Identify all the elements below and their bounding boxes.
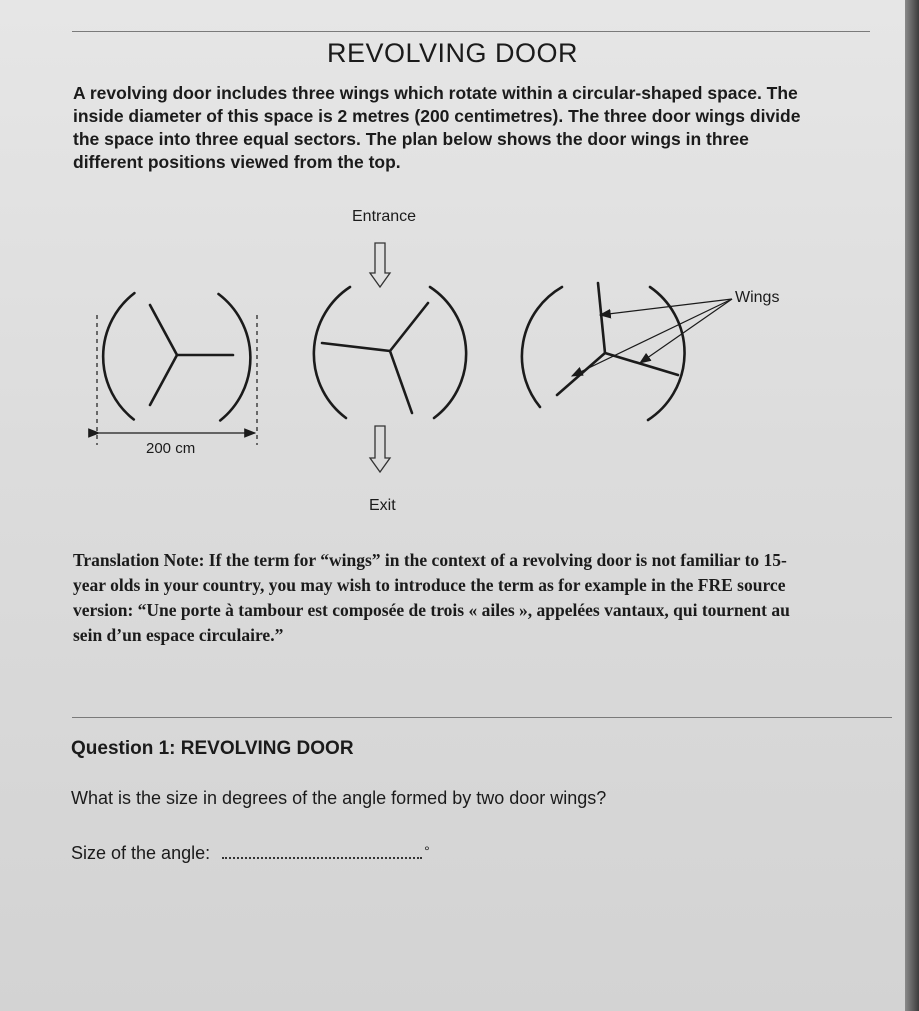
revolving-door-figure	[0, 195, 905, 525]
diameter-dimension	[97, 315, 257, 445]
door-plan-3	[522, 283, 685, 420]
exit-arrow	[370, 426, 390, 472]
page-edge-shadow	[905, 0, 919, 1011]
entrance-arrow	[370, 243, 390, 287]
answer-label: Size of the angle:	[71, 843, 211, 863]
exit-label: Exit	[369, 497, 396, 514]
page-title: REVOLVING DOOR	[326, 38, 579, 68]
door-plan-2	[314, 287, 466, 418]
top-divider	[72, 31, 870, 32]
section-divider	[72, 717, 892, 718]
wings-label: Wings	[735, 289, 780, 306]
degree-symbol: °	[424, 843, 430, 859]
wings-pointer-lines	[572, 299, 732, 376]
intro-paragraph: A revolving door includes three wings which rotate within a circular-shaped space. The inside diameter of this space is 2 metres (200 centimetres). The three door wings divide the space into three equal sectors. The plan below shows the door wings in three different positions viewed from the top.	[73, 83, 801, 172]
answer-blank[interactable]	[222, 843, 422, 859]
question-title: Question 1: REVOLVING DOOR	[71, 738, 354, 759]
entrance-label: Entrance	[352, 208, 417, 225]
door-plan-1	[103, 293, 250, 420]
translation-note: Translation Note: If the term for “wings” in the context of a revolving door is not familiar to 15-year olds in your country, you may wish to introduce the term as for example in the FRE source version: “Une porte à tambour est composée de trois « ailes », appelées vantaux, qui tournent au sein d’un espace circulaire.”	[73, 550, 790, 645]
answer-row	[71, 843, 430, 864]
question-text: What is the size in degrees of the angle formed by two door wings?	[71, 788, 607, 808]
door-plan-diagram	[0, 195, 905, 525]
diameter-label: 200 cm	[146, 440, 196, 457]
